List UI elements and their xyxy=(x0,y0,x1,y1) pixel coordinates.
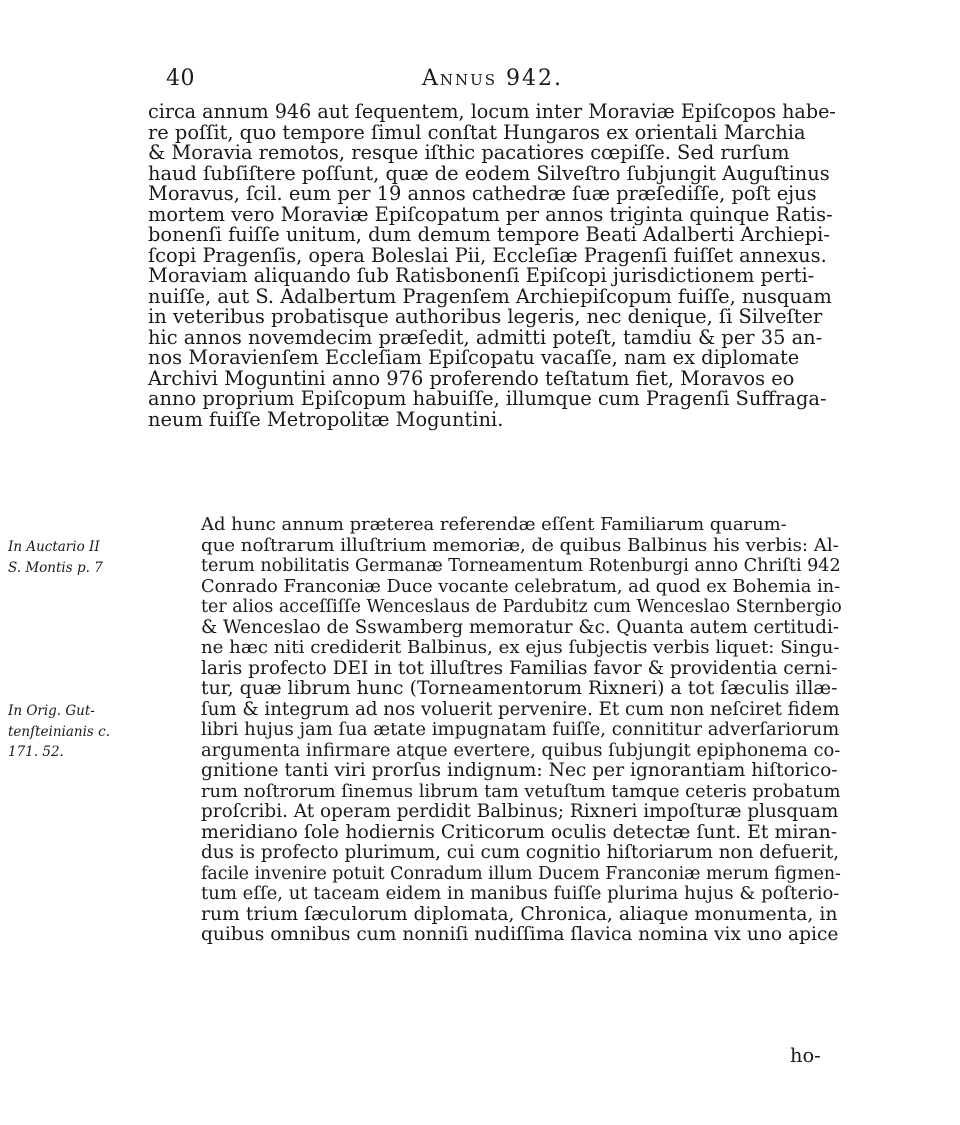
text-line: Archivi Moguntini anno 976 proferendo teſtatum fiet, Moravos eo xyxy=(148,366,795,390)
text-line: bonenſi fuiſſe unitum, dum demum tempore Beati Adalberti Archiepi- xyxy=(148,223,830,246)
text-line: tur, quæ librum hunc (Torneamentorum Rixneri) a tot ſæculis illæ- xyxy=(201,678,838,699)
text-line: que noſtrarum illuſtrium memoriæ, de quibus Balbinus his verbis: Al- xyxy=(201,534,839,556)
text-line: Moraviam aliquando ſub Ratisbonenſi Epiſcopi jurisdictionem perti- xyxy=(148,264,815,287)
text-line: Ad hunc annum præterea referendæ eſſent Familiarum quarum- xyxy=(201,514,787,535)
text-line: circa annum 946 aut ſequentem, locum inter Moraviæ Epiſcopos habe- xyxy=(148,100,836,123)
margin-note-original xyxy=(8,701,146,763)
margin-note-line: tenſteinianis c. xyxy=(8,723,110,740)
margin-note-line: S. Montis p. 7 xyxy=(8,559,103,576)
text-line: nos Moravienſem Eccleſiam Epiſcopatu vacaſſe, nam ex diplomate xyxy=(148,346,800,369)
margin-note-auctario xyxy=(8,537,146,578)
text-line: ter alios acceſſiſſe Wenceslaus de Pardubitz cum Wenceslao Sternbergio xyxy=(201,597,842,617)
text-line: in veteribus probatisque authoribus legeris, nec denique, ſi Silveſter xyxy=(148,305,823,328)
text-line: tum eſſe, ut taceam eidem in manibus fuiſſe plurima hujus & poſterio- xyxy=(201,883,840,904)
text-line: laris profecto DEI in tot illuſtres Familias favor & providentia cerni- xyxy=(201,657,838,679)
text-line: & Wenceslao de Sswamberg memoratur &c. Quanta autem certitudi- xyxy=(201,616,839,638)
text-line: Moravus, ſcil. eum per 19 annos cathedræ ſuæ præſediſſe, poſt ejus xyxy=(148,182,817,205)
text-line: neum fuiſſe Metropolitæ Moguntini. xyxy=(148,407,504,431)
running-head: Annus 942. xyxy=(422,66,564,91)
text-line: meridiano ſole hodiernis Criticorum oculis detectæ ſunt. Et miran- xyxy=(201,821,838,843)
text-line: Conrado Franconiæ Duce vocante celebratum, ad quod ex Bohemia in- xyxy=(201,576,841,597)
text-line: dus is profecto plurimum, cui cum cognitio hiſtoriarum non defuerit, xyxy=(201,842,840,863)
text-line: argumenta infirmare atque evertere, quibus ſubjungit epiphonema co- xyxy=(201,739,841,761)
text-line: re poſſit, quo tempore ſimul conſtat Hungaros ex orientali Marchia xyxy=(148,120,806,144)
text-line: mortem vero Moraviæ Epiſcopatum per annos triginta quinque Ratis- xyxy=(148,202,833,226)
text-line: haud ſubſiſtere poſſunt, quæ de eodem Silveſtro ſubjungit Auguſtinus xyxy=(148,161,830,185)
text-line: quibus omnibus cum nonniſi nudiſſima ſlavica nomina vix uno apice xyxy=(201,924,839,945)
text-line: proſcribi. At operam perdidit Balbinus; Rixneri impoſturæ plusquam xyxy=(201,801,839,822)
text-line: & Moravia remotos, resque iſthic pacatiores cœpiſſe. Sed rurſum xyxy=(148,141,790,164)
text-line: libri hujus jam ſua ætate impugnatam fuiſſe, connititur adverſariorum xyxy=(201,719,840,740)
text-line: anno proprium Epiſcopum habuiſſe, illumque cum Pragenſi Suffraga- xyxy=(148,387,827,410)
page-header xyxy=(166,66,846,96)
paragraph-1 xyxy=(148,102,836,430)
text-line: hic annos novemdecim præſedit, admitti poteſt, tamdiu & per 35 an- xyxy=(148,325,823,349)
text-line: rum noſtrorum ſinemus librum tam vetuſtum tamque ceteris probatum xyxy=(201,780,841,802)
text-line: ſcopi Pragenſis, opera Boleslai Pii, Eccleſiæ Pragenſi fuiſſet annexus. xyxy=(148,243,827,267)
paragraph-2 xyxy=(148,514,842,946)
margin-note-line: 171. 52. xyxy=(8,744,64,760)
text-line: gnitione tanti viri prorſus indignum: Nec per ignorantiam hiſtorico- xyxy=(201,760,838,781)
text-line: facile invenire potuit Conradum illum Ducem Franconiæ merum figmen- xyxy=(201,863,841,884)
margin-note-line: In Orig. Gut- xyxy=(8,703,95,719)
page-number: 40 xyxy=(166,66,195,91)
margin-note-line: In Auctario II xyxy=(8,539,100,555)
catchword: ho- xyxy=(790,1044,821,1067)
text-line: rum trium ſæculorum diplomata, Chronica, aliaque monumenta, in xyxy=(201,903,838,925)
text-line: ſum & integrum ad nos voluerit pervenire. Et cum non neſciret fidem xyxy=(201,698,840,720)
text-line: nuiſſe, aut S. Adalbertum Pragenſem Archiepiſcopum fuiſſe, nusquam xyxy=(148,284,832,308)
text-line: terum nobilitatis Germanæ Torneamentum Rotenburgi anno Chriſti 942 xyxy=(201,556,841,576)
text-line: ne hæc niti crediderit Balbinus, ex ejus ſubjectis verbis liquet: Singu- xyxy=(201,637,840,658)
